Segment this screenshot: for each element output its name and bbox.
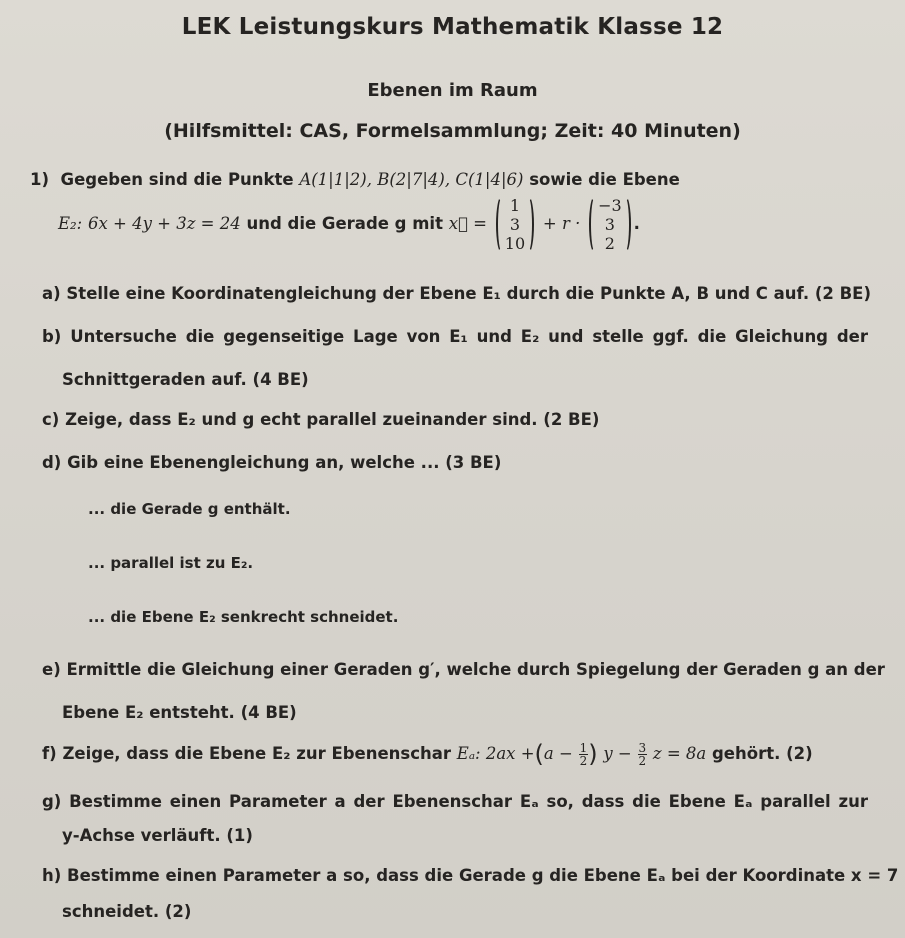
subtask-b-line2: Schnittgeraden auf. (4 BE) <box>62 370 309 389</box>
subtask-g-line2: y-Achse verläuft. (1) <box>62 826 253 845</box>
subtask-h-line1: h) Bestimme einen Parameter a so, dass die Gerade g die Ebene Eₐ bei der Koordinate x = 7 <box>42 866 899 885</box>
plane-family-eq-part4: z = 8a <box>652 744 707 763</box>
subtask-b-line1: b) Untersuche die gegenseitige Lage von E₁ und E₂ und stelle ggf. die Gleichung der <box>42 327 868 346</box>
plane-family-eq-part1: Eₐ: 2ax + <box>456 744 535 763</box>
line-g-end: . <box>633 214 640 233</box>
line-g-text: und die Gerade g mit <box>246 214 443 233</box>
fraction-three-halves-den: 2 <box>638 754 647 768</box>
direction-vector-x: −3 <box>598 196 622 215</box>
support-vector-x: 1 <box>509 196 521 215</box>
subtask-e-line2: Ebene E₂ entsteht. (4 BE) <box>62 703 297 722</box>
subtask-h-line2: schneidet. (2) <box>62 902 192 921</box>
subtask-d-item1: ... die Gerade g enthält. <box>88 500 291 518</box>
subtask-e-line1: e) Ermittle die Gleichung einer Geraden g′, welche durch Spiegelung der Geraden g an der <box>42 660 885 679</box>
fraction-three-halves <box>638 742 648 767</box>
fraction-one-half <box>579 742 589 767</box>
subtask-a: a) Stelle eine Koordinatengleichung der Ebene E₁ durch die Punkte A, B und C auf. (2 BE) <box>42 284 871 303</box>
plane-e2-label: E₂: <box>58 214 83 233</box>
subtask-f-pre: f) Zeige, dass die Ebene E₂ zur Ebenenschar <box>42 744 452 763</box>
task1-plane-and-line <box>58 196 640 253</box>
plane-family-eq-part3: y − <box>603 744 632 763</box>
fraction-one-half-den: 2 <box>579 754 588 768</box>
line-g-lhs: x⃗ = <box>448 214 488 233</box>
direction-vector-z: 2 <box>604 234 615 253</box>
fraction-three-halves-num: 3 <box>638 741 647 755</box>
exam-subtitle: Ebenen im Raum <box>367 80 538 101</box>
task1-intro-end: sowie die Ebene <box>529 170 680 189</box>
paren-open: ( <box>534 740 544 768</box>
task1-points: A(1|1|2), B(2|7|4), C(1|4|6) <box>299 170 524 189</box>
subtask-g-line1: g) Bestimme einen Parameter a der Ebenenschar Eₐ so, dass die Ebene Eₐ parallel zur <box>42 792 868 811</box>
plane-e2-equation: 6x + 4y + 3z = 24 <box>87 214 241 233</box>
exam-aids-note: (Hilfsmittel: CAS, Formelsammlung; Zeit: 40 Minuten) <box>164 120 741 142</box>
line-g-plus-r: + r · <box>542 214 581 233</box>
plane-family-eq-part2: a − <box>543 744 573 763</box>
support-vector <box>496 196 534 253</box>
support-vector-z: 10 <box>504 234 526 253</box>
subtask-d-item2: ... parallel ist zu E₂. <box>88 554 254 572</box>
direction-vector-y: 3 <box>604 215 615 234</box>
subtask-d-item3: ... die Ebene E₂ senkrecht schneidet. <box>88 608 399 626</box>
task1-intro-text: Gegeben sind die Punkte <box>60 170 294 189</box>
task1-intro <box>30 170 680 189</box>
subtask-f-post: gehört. (2) <box>712 744 813 763</box>
support-vector-y: 3 <box>509 215 521 234</box>
exam-title: LEK Leistungskurs Mathematik Klasse 12 <box>181 14 724 40</box>
fraction-one-half-num: 1 <box>579 741 588 755</box>
subtask-f <box>42 740 813 768</box>
paren-close: ) <box>588 740 598 768</box>
task1-number: 1) <box>30 170 50 189</box>
direction-vector <box>589 196 631 253</box>
subtask-c: c) Zeige, dass E₂ und g echt parallel zueinander sind. (2 BE) <box>42 410 600 429</box>
subtask-d: d) Gib eine Ebenengleichung an, welche ... (3 BE) <box>42 453 502 472</box>
